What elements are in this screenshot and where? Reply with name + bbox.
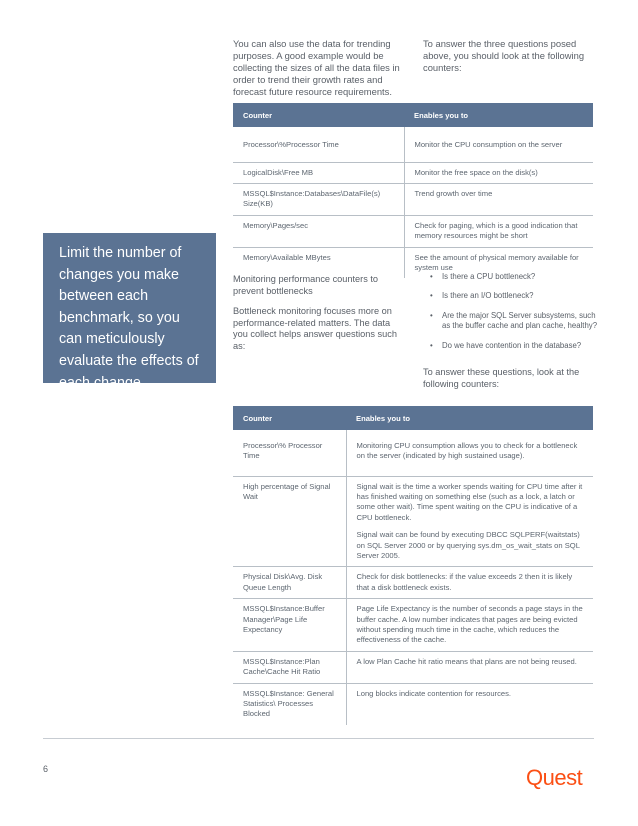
table-row [233, 127, 593, 162]
table-row [233, 651, 593, 683]
description-text: Long blocks indicate contention for resources. [356, 688, 511, 698]
intro-left-paragraph: You can also use the data for trending purposes. A good example would be collecting the sizes of all the data files in order to trend their growth rates and forecast future resource requirements. [233, 38, 400, 97]
description-text: A low Plan Cache hit ratio means that plans are not being reused. [356, 656, 577, 666]
column-header-enables: Enables you to [346, 406, 593, 430]
intro-right-paragraph: To answer the three questions posed above, you should look at the following counters: [423, 38, 585, 73]
counter-cell: Memory\Pages/sec [233, 215, 404, 247]
counter-cell: LogicalDisk\Free MB [233, 162, 404, 183]
description-text: Monitoring CPU consumption allows you to check for a bottleneck on the server (indicated by high sustained usage). [356, 441, 578, 461]
description-cell: See the amount of physical memory available for system use [414, 252, 579, 272]
counters-table-2 [233, 406, 593, 725]
footer-divider [43, 738, 594, 739]
callout-text: Limit the number of changes you make between each benchmark, so you can meticulously evaluate the effects of each change. [59, 245, 199, 391]
section-heading: Monitoring performance counters to prevent bottlenecks [233, 274, 379, 296]
column-header-counter: Counter [233, 103, 404, 127]
description-text: Signal wait is the time a worker spends waiting for CPU time after it has finished waiting on something else (such as a lock, a latch or some other wait). Time spent waiting on the CPU is indicative of a CPU bottleneck. [356, 481, 583, 522]
table-row [233, 476, 593, 567]
list-item: • Are the major SQL Server subsystems, such as the buffer cache and plan cache, healthy? [428, 311, 598, 332]
quest-logo: Quest [526, 765, 583, 790]
list-item: • Is there an I/O bottleneck? [428, 291, 598, 301]
table-row [233, 162, 593, 183]
description-cell [346, 651, 593, 683]
counter-cell: High percentage of Signal Wait [233, 476, 346, 567]
description-cell [346, 430, 593, 476]
counter-cell: Physical Disk\Avg. Disk Queue Length [233, 567, 346, 599]
description-cell [346, 599, 593, 652]
page-number: 6 [43, 764, 49, 774]
table-row [233, 183, 593, 215]
description-cell [346, 683, 593, 725]
column-header-counter: Counter [233, 406, 346, 430]
counter-cell: Memory\Available MBytes [233, 247, 404, 278]
column-header-enables: Enables you to [404, 103, 593, 127]
table-row [233, 599, 593, 652]
counter-cell: MSSQL$Instance:Buffer Manager\Page Life Expectancy [233, 599, 346, 652]
counter-cell: Processor\% Processor Time [233, 430, 346, 476]
counter-cell: MSSQL$Instance:Plan Cache\Cache Hit Ratio [233, 651, 346, 683]
table-header-row [233, 406, 593, 430]
counters-table-1 [233, 103, 593, 278]
list-item: • Is there a CPU bottleneck? [428, 272, 598, 282]
description-text: Check for disk bottlenecks: if the value exceeds 2 then it is likely that a disk bottleneck exists. [356, 572, 573, 592]
description-text: Signal wait can be found by executing DBCC SQLPERF(waitstats) on SQL Server 2000 or by querying sys.dm_os_wait_stats on SQL Server 2005. [356, 530, 580, 560]
table-row [233, 430, 593, 476]
questions-list [428, 272, 598, 360]
counter-cell: Processor\%Processor Time [233, 127, 404, 162]
table-header-row [233, 103, 593, 127]
counter-cell: MSSQL$Instance:Databases\DataFile(s) Size(KB) [233, 183, 404, 215]
description-cell: Trend growth over time [404, 183, 593, 215]
list-item: • Do we have contention in the database? [428, 341, 598, 351]
description-cell: Check for paging, which is a good indication that memory resources might be short [404, 215, 593, 247]
counter-cell: MSSQL$Instance: General Statistics\ Processes Blocked [233, 683, 346, 725]
description-cell: Monitor the CPU consumption on the server [404, 127, 593, 162]
description-text: Page Life Expectancy is the number of seconds a page stays in the buffer cache. A low number indicates that pages are being evicted without spending much time in the cache, which reduces the effectiveness of the cache. [356, 604, 583, 645]
description-cell [346, 476, 593, 567]
table-row [233, 683, 593, 725]
description-cell: Monitor the free space on the disk(s) [404, 162, 593, 183]
description-cell [346, 567, 593, 599]
callout-box [43, 233, 216, 391]
table-row [233, 215, 593, 247]
answer-intro: To answer these questions, look at the following counters: [423, 367, 580, 389]
table-row [233, 567, 593, 599]
section-body: Bottleneck monitoring focuses more on performance-related matters. The data you collect helps answer questions such as: [233, 306, 397, 351]
